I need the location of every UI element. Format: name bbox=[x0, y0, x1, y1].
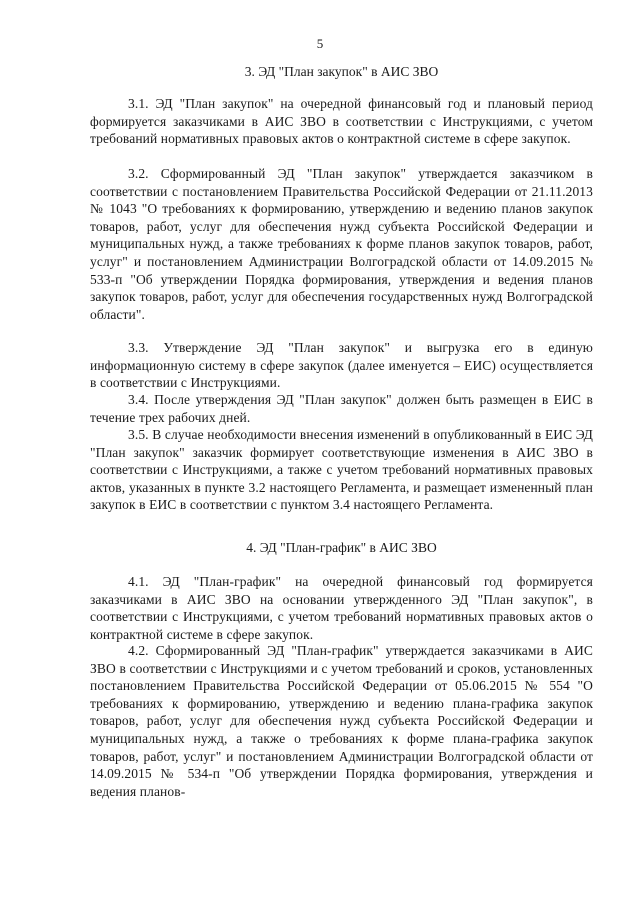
paragraph-3-3: 3.3. Утверждение ЭД "План закупок" и выгрузка его в единую информационную систему в сфере закупок (далее именуется – ЕИС) осуществляется в соответствии с Инструкциями. bbox=[90, 340, 593, 391]
paragraph-4-2: 4.2. Сформированный ЭД "План-график" утверждается заказчиками в АИС ЗВО в соответствии с Инструкциями и с учетом требований и сроков, установленных постановлением Правительства Российской Федерации от 05.06.2015 № 554 "О требованиях к формированию, утверждению и ведению плана-графика закупок товаров, работ, услуг для обеспечения нужд субъекта Российской Федерации и муниципальных нужд, а также о требованиях к форме плана-графика закупок товаров, работ, услуг" и постановлением Администрации Волгоградской области от 14.09.2015 № 534-п "Об утверждении Порядка формирования, утверждения и ведения планов- bbox=[90, 643, 593, 799]
paragraph-3-5: 3.5. В случае необходимости внесения изменений в опубликованный в ЕИС ЭД "План закупок" заказчик формирует соответствующие изменения в АИС ЗВО в соответствии с Инструкциями, а также с учетом требований нормативных правовых актов, указанных в пункте 3.2 настоящего Регламента, и размещает измененный план закупок в ЕИС в соответствии с пунктом 3.4 настоящего Регламента. bbox=[90, 427, 593, 513]
paragraph-3-4: 3.4. После утверждения ЭД "План закупок" должен быть размещен в ЕИС в течение трех рабочих дней. bbox=[90, 392, 593, 425]
section-4-title: 4. ЭД "План-график" в АИС ЗВО bbox=[246, 540, 437, 555]
page-number: 5 bbox=[316, 36, 324, 51]
paragraph-4-1: 4.1. ЭД "План-график" на очередной финансовый год формируется заказчиками в АИС ЗВО на основании утвержденного ЭД "План закупок", в соответствии с Инструкциями, с учетом требований нормативных правовых актов о контрактной системе в сфере закупок. bbox=[90, 574, 593, 642]
paragraph-3-2: 3.2. Сформированный ЭД "План закупок" утверждается заказчиком в соответствии с постановлением Правительства Российской Федерации от 21.11.2013 № 1043 "О требованиях к формированию, утверждению и ведению планов закупок товаров, работ, услуг для обеспечения нужд субъекта Российской Федерации и муниципальных нужд, а также требованиях к форме планов закупок товаров, работ, услуг" и постановлением Администрации Волгоградской области от 14.09.2015 № 533-п "Об утверждении Порядка формирования, утверждения и ведения планов закупок товаров, работ, услуг для обеспечения государственных нужд Волгоградской области". bbox=[90, 166, 593, 322]
section-3-title: 3. ЭД "План закупок" в АИС ЗВО bbox=[244, 64, 439, 79]
paragraph-3-1: 3.1. ЭД "План закупок" на очередной финансовый год и плановый период формируется заказчиками в АИС ЗВО в соответствии с Инструкциями, с учетом требований нормативных правовых актов о контрактной системе в сфере закупок. bbox=[90, 96, 593, 147]
